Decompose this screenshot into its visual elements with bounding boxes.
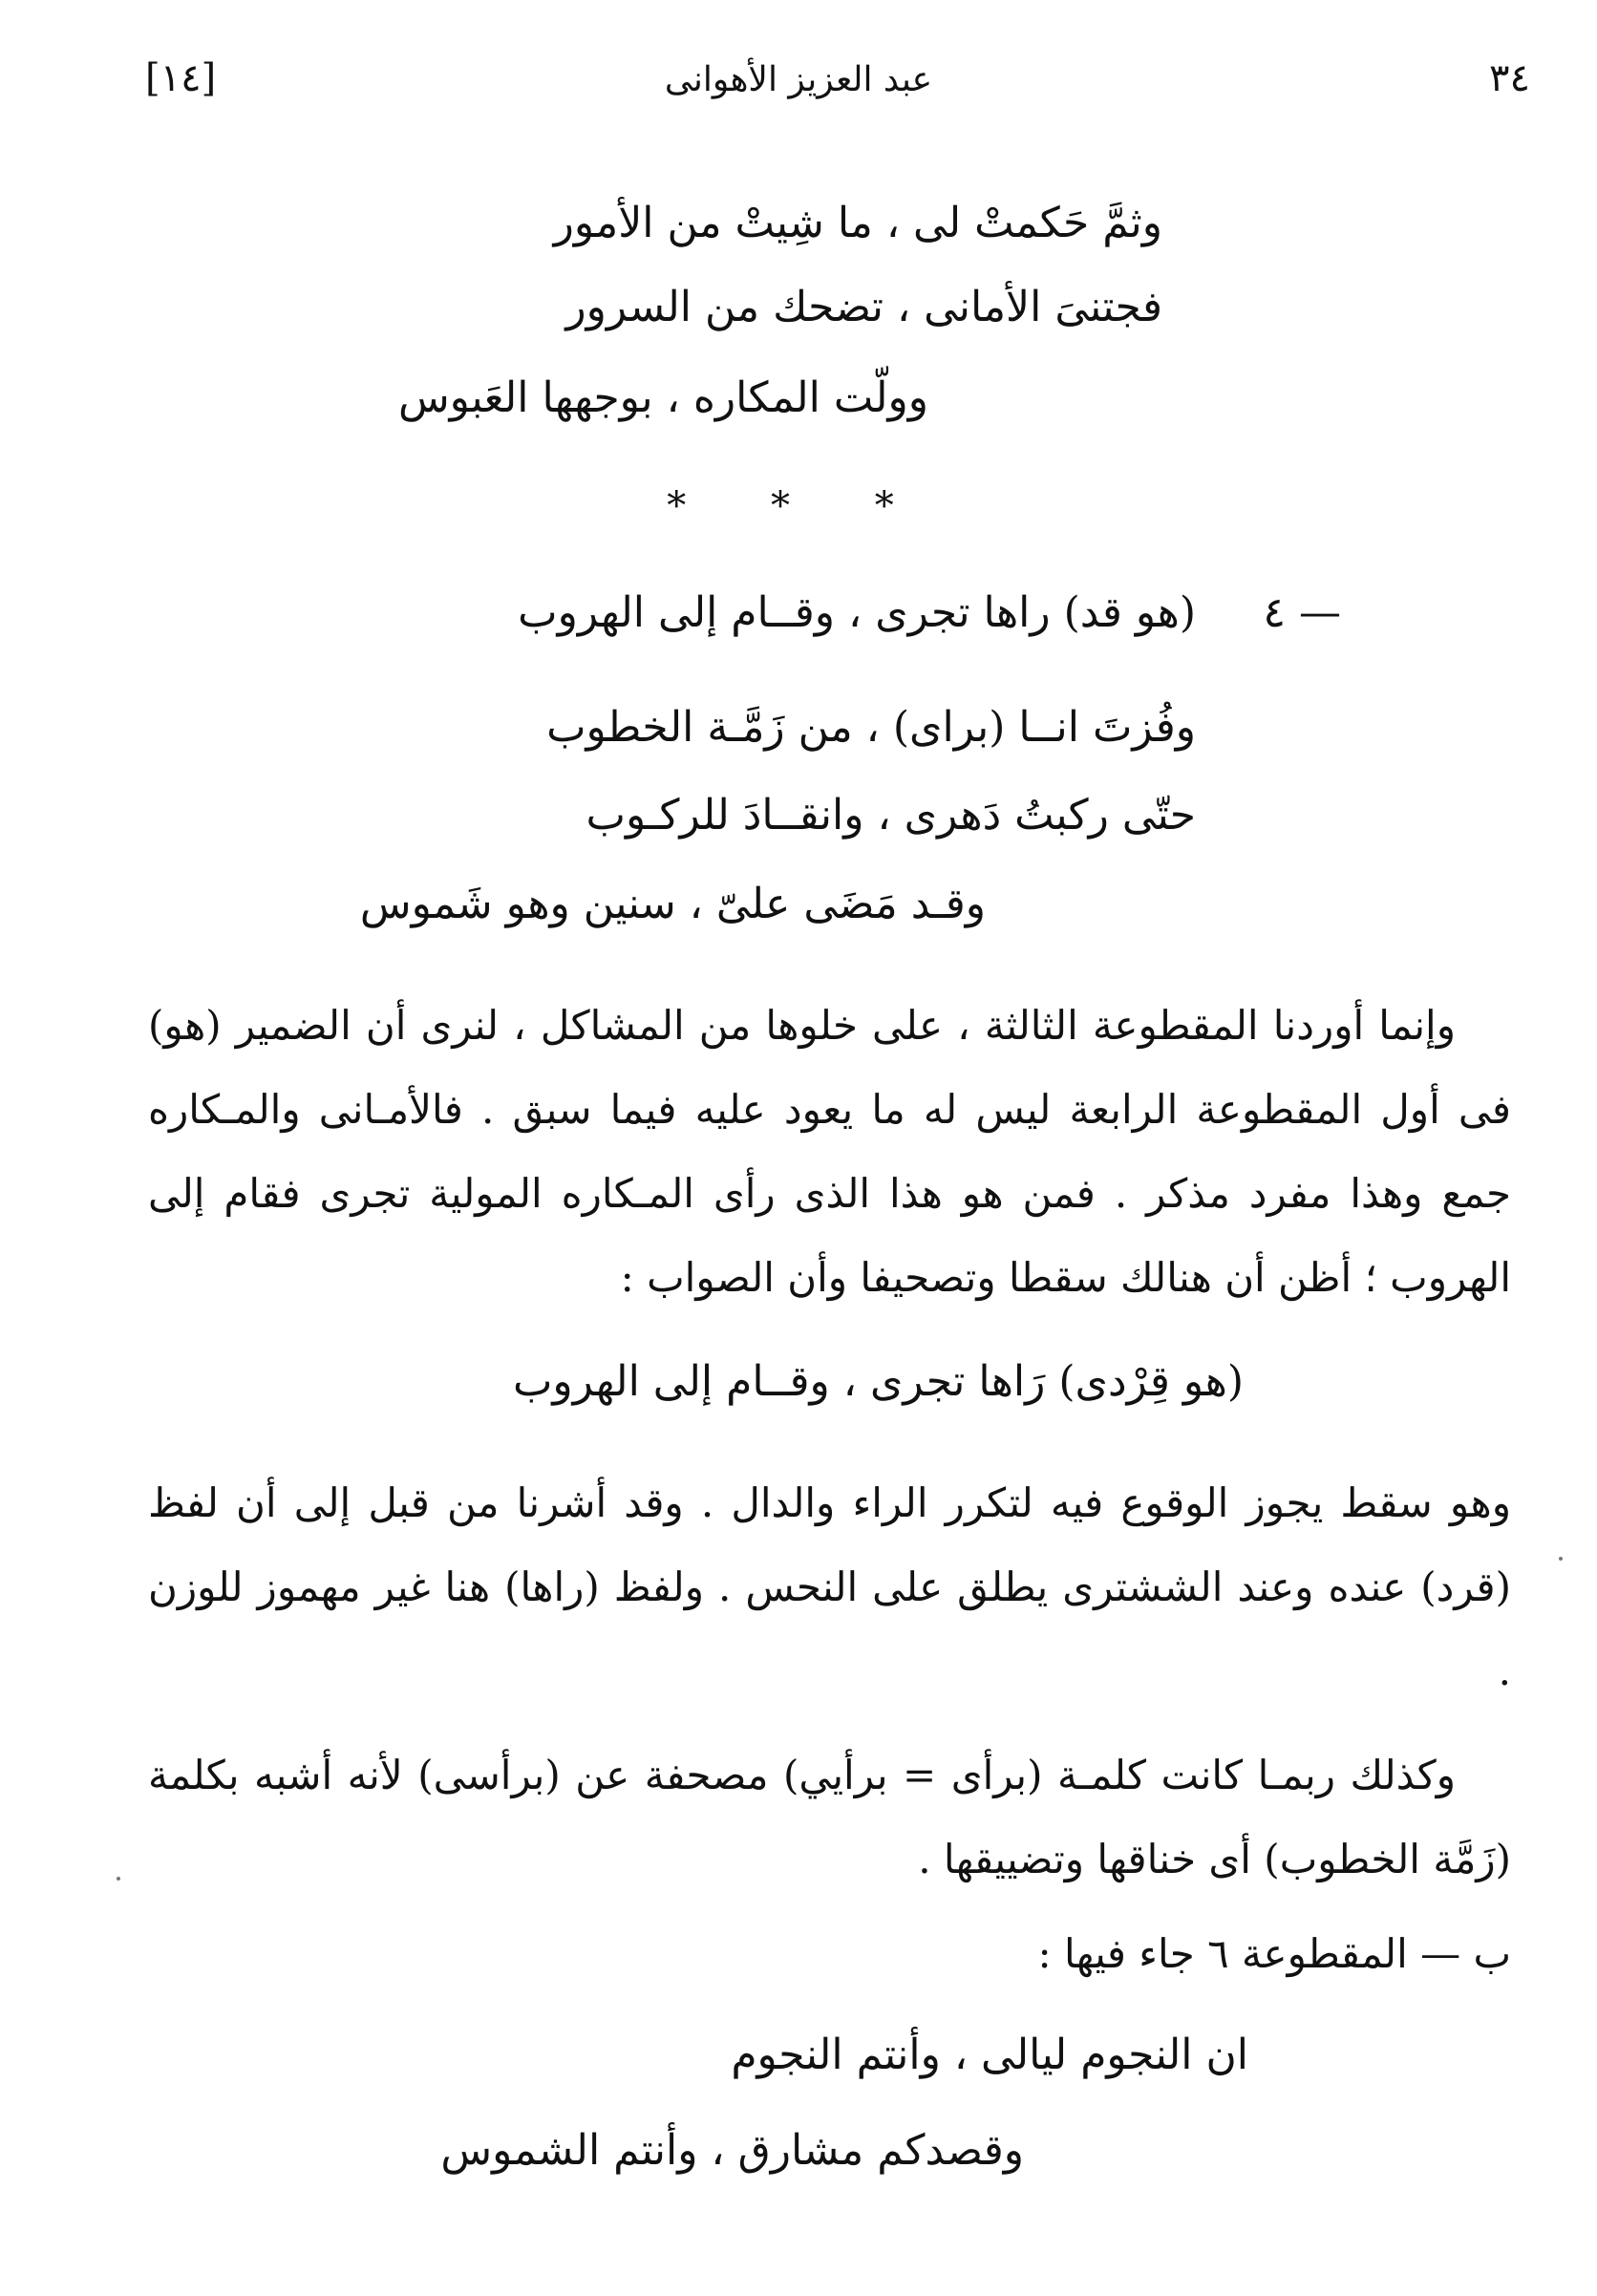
poem3-line-1: ان النجوم ليالى ، وأنتم النجوم: [731, 2030, 1248, 2079]
running-title: عبد العزيز الأهوانى: [664, 60, 933, 99]
poem1-line-1: وثمَّ حَكمتْ لى ، ما شِيتْ من الأمور: [553, 199, 1162, 247]
poem3-line-2: وقصدكم مشارق ، وأنتم الشموس: [440, 2126, 1024, 2175]
section-b-heading: ب — المقطوعة ٦ جاء فيها :: [1037, 1930, 1511, 1977]
poem2-number: ٤ —: [1263, 588, 1341, 637]
paragraph-3: [148, 1733, 1511, 1902]
poem1-line-2: فجتنىَ الأمانى ، تضحك من السرور: [565, 283, 1162, 331]
section-bracket-number: [١٤]: [145, 56, 217, 100]
scan-speck: [1559, 1557, 1563, 1561]
paragraph-2: [148, 1461, 1511, 1713]
poem2-line-1: (هو قد) راها تجرى ، وقــام إلى الهروب: [518, 588, 1196, 637]
paragraph-1-text: وإنما أوردنا المقطوعة الثالثة ، على خلوها من المشاكل ، لنرى أن الضمير (هو) فى أول المقطوعة الرابعة ليس له ما يعود عليه فيما سبق . فالأمـانى والمـكاره جمع وهذا مفرد مذكر . فمن هو هذا الذى رأى المـكاره المولية تجرى فقام إلى الهروب ؛ أظن أن هنالك سقطا وتصحيفا وأن الصواب :: [148, 1002, 1511, 1301]
corrected-verse: (هو قِرْدى) رَاها تجرى ، وقــام إلى الهروب: [512, 1357, 1244, 1406]
scan-speck: [117, 1877, 120, 1881]
poem2-line-2: وفُزتَ انــا (براى) ، من زَمَّـة الخطوب: [546, 703, 1196, 752]
poem2-line-4: وقـد مَضَى علىّ ، سنين وهو شَموس: [359, 880, 986, 928]
paragraph-1: [148, 984, 1511, 1320]
poem2-line-3: حتّى ركبتُ دَهرى ، وانقــادَ للركـوب: [586, 791, 1196, 840]
page-number: ٣٤: [1489, 56, 1530, 100]
paragraph-3-text: وكذلك ربمـا كانت كلمـة (برأى = برأيي) مصحفة عن (برأسى) لأنه أشبه بكلمة (زَمَّة الخطوب) أى خناقها وتضييقها .: [148, 1752, 1511, 1882]
paragraph-2-text: وهو سقط يجوز الوقوع فيه لتكرر الراء والدال . وقد أشرنا من قبل إلى أن لفظ (قرد) عنده وعند الششترى يطلق على النحس . ولفظ (راها) هنا غير مهموز للوزن .: [148, 1479, 1511, 1694]
section-separator: * * *: [667, 484, 930, 528]
poem1-line-3: وولّت المكاره ، بوجهها العَبوس: [397, 373, 928, 422]
